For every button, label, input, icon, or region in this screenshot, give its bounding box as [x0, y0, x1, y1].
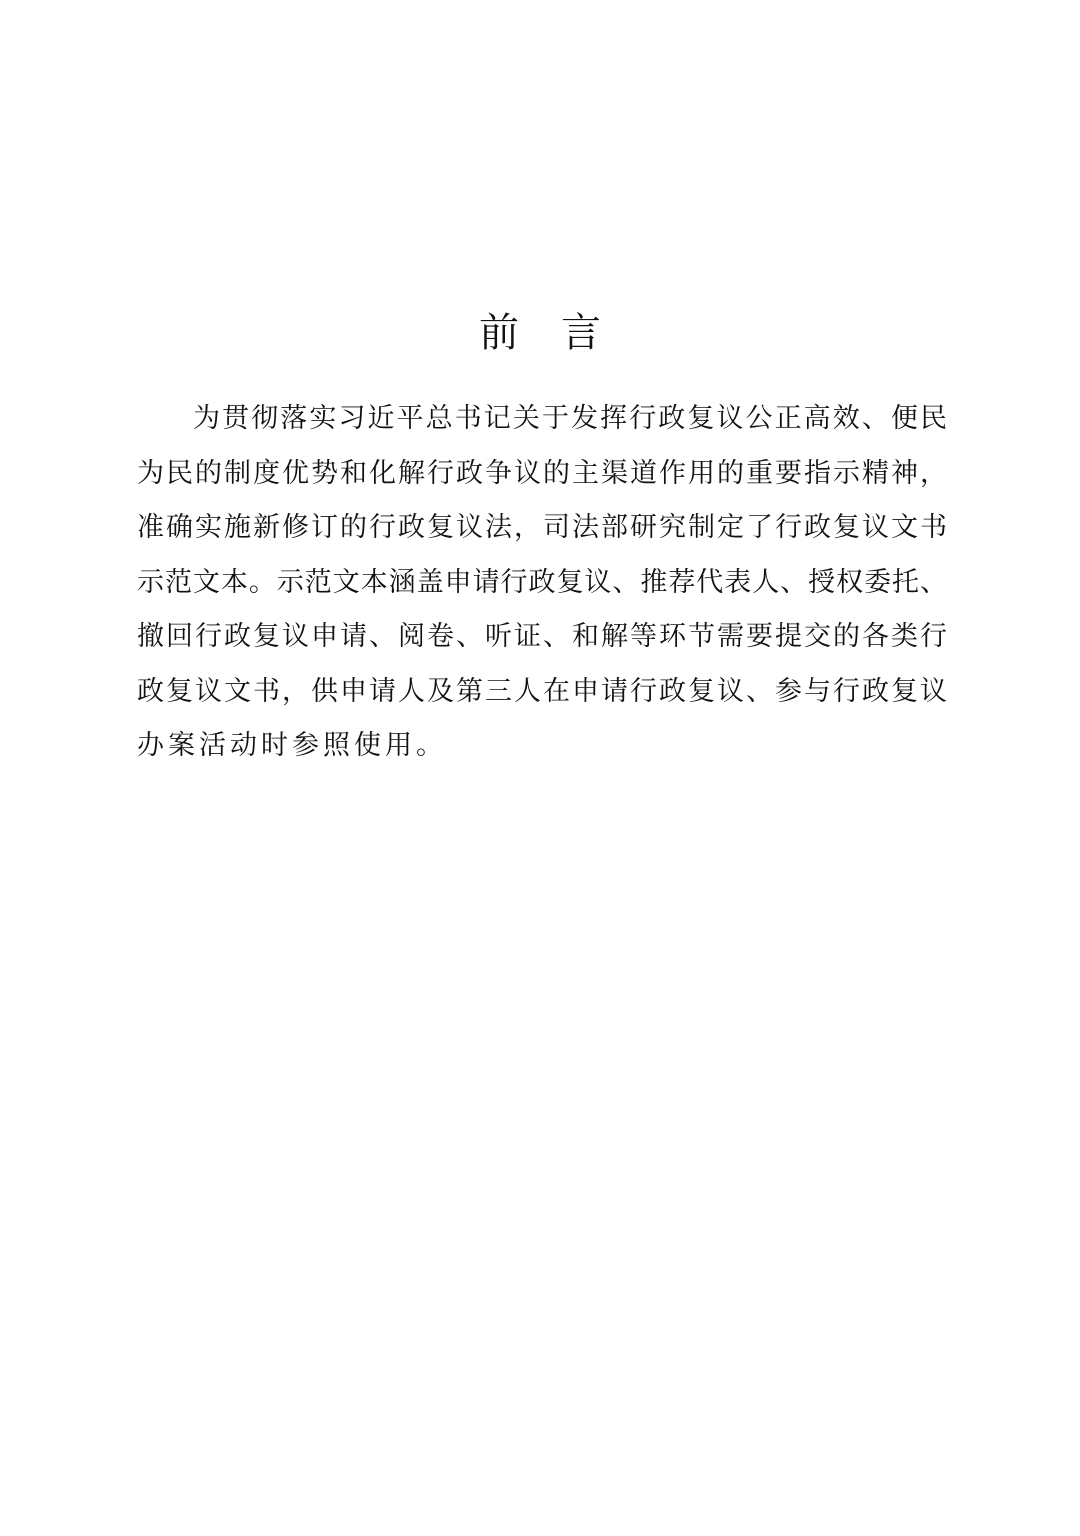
paragraph-line: 办案活动时参照使用。	[137, 730, 447, 761]
paragraph-line: 为民的制度优势和化解行政争议的主渠道作用的重要指示精神，	[137, 457, 947, 489]
page-title: 前言	[479, 309, 643, 356]
paragraph-line: 政复议文书，供申请人及第三人在申请行政复议、参与行政复议	[137, 675, 947, 707]
paragraph-line: 示范文本。示范文本涵盖申请行政复议、推荐代表人、授权委托、	[137, 566, 947, 598]
paragraph-line: 撤回行政复议申请、阅卷、听证、和解等环节需要提交的各类行	[137, 621, 947, 652]
paragraph-line: 准确实施新修订的行政复议法，司法部研究制定了行政复议文书	[137, 512, 947, 543]
paragraph-line: 为贯彻落实习近平总书记关于发挥行政复议公正高效、便民	[193, 403, 947, 434]
preface-paragraph	[137, 392, 947, 774]
